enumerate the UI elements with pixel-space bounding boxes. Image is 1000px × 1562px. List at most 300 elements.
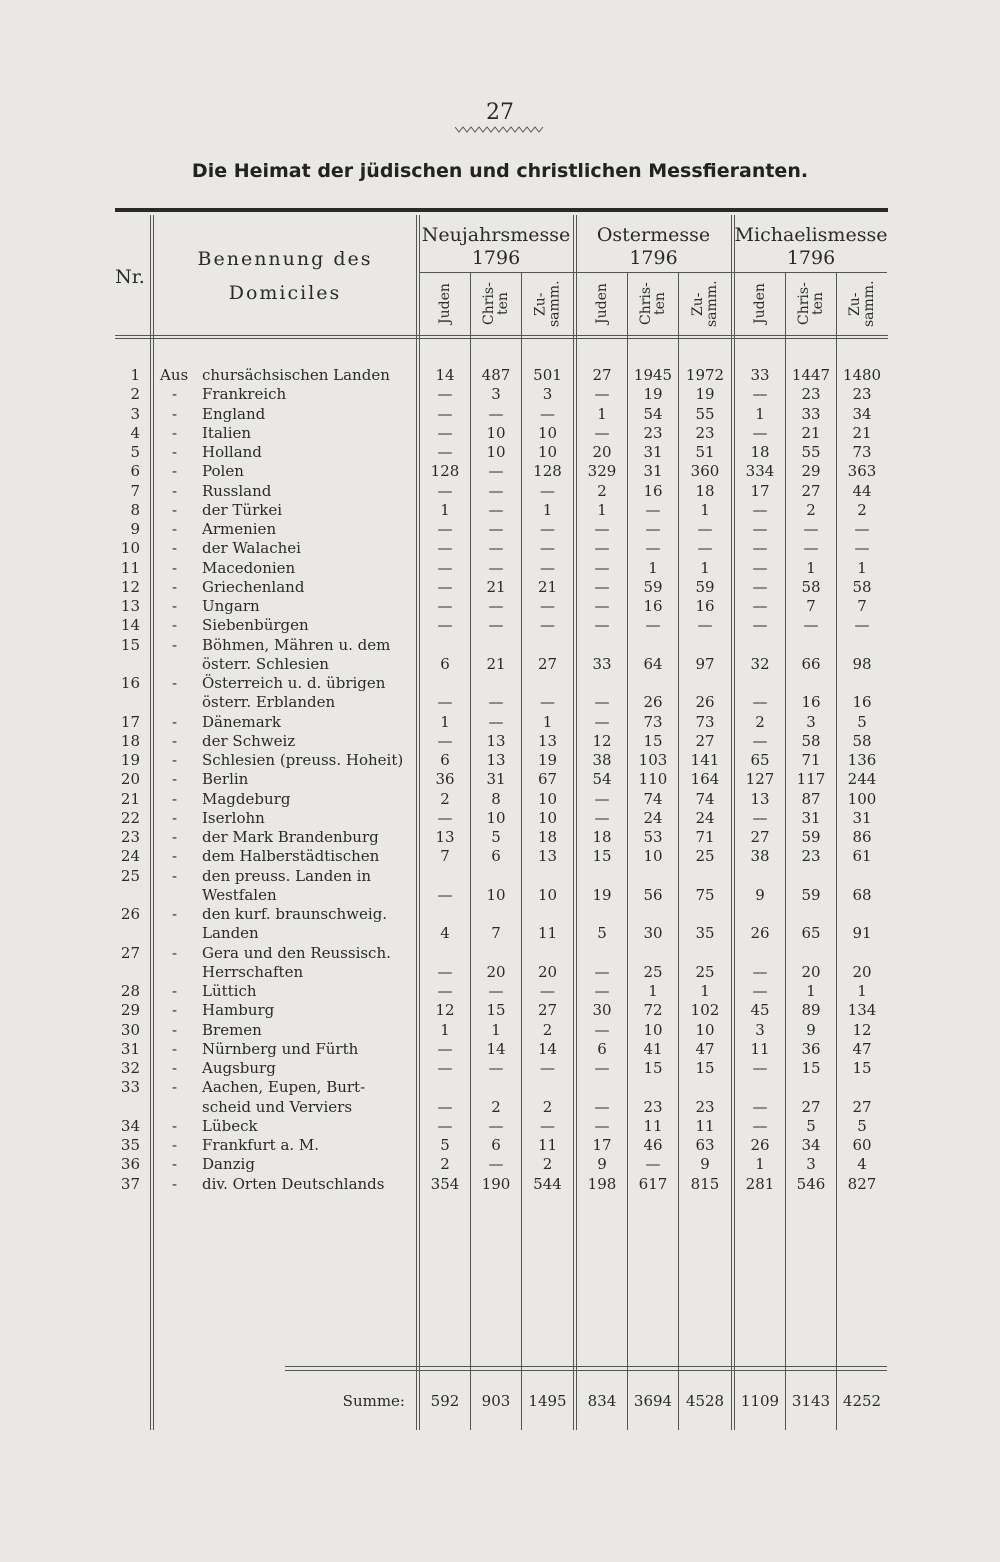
row-number: 2 — [130, 385, 140, 404]
row-value: — — [488, 520, 504, 538]
row-prefix: - — [172, 751, 178, 769]
row-value: — — [437, 404, 453, 423]
row-value: 1972 — [685, 366, 725, 384]
row-domicile: Böhmen, Mähren u. dem — [202, 635, 391, 654]
row-domicile: Holland — [202, 443, 262, 461]
row-value: 1945 — [633, 366, 673, 384]
row-value: — — [594, 712, 610, 731]
row-prefix: - — [172, 1059, 178, 1077]
row-prefix: - — [172, 481, 178, 500]
row-value: 34 — [852, 404, 872, 423]
header-benennung: Benennung des — [197, 248, 373, 270]
row-value: — — [752, 558, 768, 577]
row-value: 6 — [491, 1136, 501, 1154]
row-value: 47 — [695, 1039, 715, 1058]
table-row — [0, 790, 1000, 809]
table-row — [0, 847, 1000, 866]
row-value: 6 — [491, 847, 501, 866]
table-row — [0, 1001, 1000, 1020]
row-value: 617 — [638, 1174, 668, 1193]
row-value: 1 — [597, 404, 607, 423]
row-domicile: der Walachei — [202, 539, 301, 558]
row-value: 16 — [643, 481, 663, 500]
row-prefix: - — [172, 404, 178, 423]
row-value: — — [594, 1059, 610, 1077]
row-prefix: - — [172, 1039, 178, 1058]
row-domicile: der Mark Brandenburg — [202, 828, 379, 846]
row-value: 1 — [542, 712, 553, 731]
table-row — [0, 867, 1000, 886]
row-value: 29 — [801, 462, 821, 481]
row-value: — — [437, 1059, 453, 1077]
row-value: 1 — [700, 982, 710, 1000]
row-value: 25 — [643, 962, 663, 981]
header-nr: Nr. — [115, 266, 145, 288]
row-value: 1 — [700, 500, 710, 519]
row-value: 2 — [440, 1155, 450, 1174]
row-value: 73 — [695, 712, 715, 731]
row-number: 22 — [120, 808, 140, 827]
row-number: 14 — [120, 616, 140, 635]
row-prefix: - — [172, 905, 178, 923]
row-domicile: Ungarn — [202, 597, 260, 615]
row-value: 2 — [542, 1155, 553, 1174]
header-rule — [115, 338, 888, 339]
row-value: 3 — [806, 1155, 816, 1174]
row-value: — — [594, 423, 610, 442]
group-michaelismesse-year: 1796 — [786, 247, 836, 269]
sum-rule — [285, 1366, 887, 1367]
summe-value: 4252 — [842, 1392, 882, 1410]
row-value: 61 — [852, 847, 872, 866]
row-value: — — [752, 808, 768, 827]
row-value: — — [645, 520, 661, 538]
row-value: 59 — [801, 885, 821, 904]
row-domicile: Frankfurt a. M. — [202, 1136, 320, 1154]
row-value: — — [594, 789, 610, 808]
row-value: 55 — [801, 443, 821, 461]
row-value: 58 — [852, 577, 872, 596]
row-value: 38 — [592, 751, 612, 769]
row-number: 35 — [120, 1136, 140, 1154]
sub-christen: Chris-ten — [638, 282, 668, 326]
row-value: 7 — [857, 597, 867, 615]
row-value: 5 — [857, 1116, 867, 1135]
row-value: 134 — [847, 1001, 877, 1020]
header-domiciles: Domiciles — [228, 282, 342, 304]
row-value: 20 — [537, 962, 558, 981]
row-value: 30 — [643, 924, 663, 943]
row-value: — — [437, 731, 453, 750]
row-value: — — [752, 616, 768, 635]
row-value: — — [488, 481, 504, 500]
row-value: 19 — [537, 751, 558, 769]
row-value: — — [540, 404, 555, 423]
row-value: — — [594, 1020, 610, 1039]
row-value: — — [437, 1039, 453, 1058]
row-value: 6 — [597, 1039, 607, 1058]
row-number: 16 — [120, 674, 140, 692]
table-row — [0, 1021, 1000, 1040]
row-value: 16 — [695, 597, 715, 615]
summe-value: 592 — [430, 1392, 460, 1410]
row-value: — — [594, 616, 610, 635]
row-value: 244 — [847, 770, 877, 789]
row-value: — — [437, 577, 453, 596]
row-value: 5 — [597, 924, 607, 943]
row-value: 23 — [643, 423, 663, 442]
row-value: — — [437, 885, 453, 904]
row-value: 36 — [801, 1039, 821, 1058]
row-value: 1 — [597, 500, 607, 519]
row-value: 10 — [643, 847, 663, 866]
row-value: 1 — [755, 404, 765, 423]
row-value: 27 — [750, 828, 770, 846]
row-value: 13 — [486, 731, 506, 750]
row-value: 334 — [745, 462, 775, 481]
row-domicile: Polen — [202, 462, 244, 481]
row-value: — — [437, 558, 453, 577]
row-value: 23 — [801, 847, 821, 866]
row-value: 23 — [695, 423, 715, 442]
row-value: 15 — [643, 1059, 663, 1077]
row-prefix: - — [172, 1136, 178, 1154]
table-row — [0, 482, 1000, 501]
row-value: — — [752, 693, 768, 712]
row-value: — — [752, 1097, 768, 1116]
group-ostermesse-year: 1796 — [629, 247, 678, 269]
row-value: 11 — [537, 924, 558, 943]
row-value: — — [488, 404, 504, 423]
table-row — [0, 713, 1000, 732]
row-value: 117 — [796, 770, 826, 789]
row-domicile: Frankreich — [202, 385, 287, 404]
row-value: 1 — [755, 1155, 765, 1174]
row-value: — — [437, 1116, 453, 1135]
row-prefix: - — [172, 1174, 178, 1193]
row-value: 6 — [440, 654, 450, 673]
row-value: — — [437, 808, 453, 827]
table-row — [0, 366, 1000, 385]
row-value: 21 — [486, 577, 506, 596]
row-value: — — [645, 539, 661, 558]
table-row — [0, 636, 1000, 655]
row-value: 18 — [537, 828, 558, 846]
row-number: 20 — [120, 770, 140, 789]
row-number: 24 — [120, 847, 140, 866]
row-domicile: Danzig — [202, 1155, 255, 1174]
row-value: 15 — [486, 1001, 506, 1020]
row-value: 13 — [486, 751, 506, 769]
row-prefix: - — [172, 1020, 178, 1039]
table-row-cont — [0, 886, 1000, 905]
row-value: — — [488, 982, 504, 1000]
row-value: 13 — [537, 847, 558, 866]
summe-row — [0, 1389, 1000, 1413]
row-value: 190 — [481, 1174, 511, 1193]
row-value: — — [594, 385, 610, 404]
row-value: 25 — [695, 847, 715, 866]
row-value: — — [752, 597, 768, 615]
table-row — [0, 578, 1000, 597]
row-prefix: - — [172, 558, 178, 577]
row-domicile: Lübeck — [202, 1116, 258, 1135]
row-prefix: - — [172, 520, 178, 538]
row-value: — — [488, 558, 504, 577]
row-number: 8 — [130, 500, 140, 519]
row-value: 15 — [801, 1059, 821, 1077]
row-domicile: Berlin — [202, 770, 249, 789]
row-value: 19 — [643, 385, 663, 404]
row-value: 20 — [801, 962, 821, 981]
row-value: 2 — [542, 1020, 553, 1039]
row-value: 34 — [801, 1136, 821, 1154]
row-value: 2 — [806, 500, 816, 519]
summe-value: 3694 — [633, 1392, 673, 1410]
row-value: 10 — [537, 443, 558, 461]
row-value: 6 — [440, 751, 450, 769]
row-domicile-cont: Westfalen — [202, 885, 277, 904]
sub-juden: Juden — [752, 283, 768, 325]
group-michaelismesse-name: Michaelismesse — [734, 224, 888, 246]
table-row — [0, 1175, 1000, 1194]
table-row-cont — [0, 963, 1000, 982]
row-value: 10 — [643, 1020, 663, 1039]
row-value: 14 — [435, 366, 455, 384]
row-value: 15 — [592, 847, 612, 866]
row-value: 23 — [801, 385, 821, 404]
row-prefix: - — [172, 982, 178, 1000]
row-domicile: dem Halberstädtischen — [202, 847, 380, 866]
row-value: 1447 — [791, 366, 831, 384]
row-domicile-cont: österr. Schlesien — [202, 654, 329, 673]
row-value: 67 — [537, 770, 558, 789]
row-value: 75 — [695, 885, 715, 904]
row-prefix: - — [172, 577, 178, 596]
row-prefix: - — [172, 1116, 178, 1135]
row-value: 60 — [852, 1136, 872, 1154]
page-number: 27 — [486, 100, 514, 125]
table-row — [0, 1155, 1000, 1174]
row-value: 51 — [695, 443, 715, 461]
row-value: — — [594, 693, 610, 712]
row-value: 10 — [537, 885, 558, 904]
row-value: — — [540, 558, 555, 577]
row-value: 26 — [750, 924, 770, 943]
row-value: 33 — [801, 404, 821, 423]
row-value: 27 — [852, 1097, 872, 1116]
row-value: — — [594, 982, 610, 1000]
row-prefix: - — [172, 943, 178, 962]
row-value: — — [803, 520, 819, 538]
row-value: — — [594, 1116, 610, 1135]
row-value: 20 — [852, 962, 872, 981]
row-domicile: Bremen — [202, 1020, 262, 1039]
sub-juden: Juden — [437, 283, 453, 325]
row-value: 141 — [690, 751, 720, 769]
row-value: 2 — [857, 500, 867, 519]
row-domicile: Iserlohn — [202, 808, 265, 827]
row-domicile: Lüttich — [202, 982, 257, 1000]
row-value: 36 — [435, 770, 455, 789]
row-value: 3 — [542, 385, 553, 404]
row-value: 11 — [537, 1136, 558, 1154]
table-row — [0, 501, 1000, 520]
row-value: — — [803, 616, 819, 635]
row-value: 58 — [801, 731, 821, 750]
row-domicile-cont: Landen — [202, 924, 259, 943]
row-value: 1 — [700, 558, 710, 577]
row-value: — — [540, 982, 555, 1000]
row-value: 2 — [597, 481, 607, 500]
row-value: 21 — [801, 423, 821, 442]
row-prefix: - — [172, 539, 178, 558]
row-value: 815 — [690, 1174, 720, 1193]
row-value: 21 — [537, 577, 558, 596]
row-value: — — [854, 616, 870, 635]
row-value: 1 — [542, 500, 553, 519]
row-value: — — [540, 597, 555, 615]
row-value: 23 — [643, 1097, 663, 1116]
row-value: 329 — [587, 462, 617, 481]
row-value: 72 — [643, 1001, 663, 1020]
row-value: 363 — [847, 462, 877, 481]
row-value: 3 — [491, 385, 501, 404]
row-value: 5 — [806, 1116, 816, 1135]
row-value: 44 — [852, 481, 872, 500]
summe-value: 1109 — [740, 1392, 780, 1410]
row-prefix: - — [172, 443, 178, 461]
row-value: 41 — [643, 1039, 663, 1058]
row-value: — — [594, 539, 610, 558]
row-value: — — [540, 481, 555, 500]
row-domicile: den kurf. braunschweig. — [202, 905, 388, 923]
row-value: 10 — [695, 1020, 715, 1039]
summe-value: 1495 — [528, 1392, 567, 1410]
table-row — [0, 559, 1000, 578]
row-number: 17 — [120, 712, 140, 731]
row-value: — — [752, 962, 768, 981]
row-value: 128 — [430, 462, 460, 481]
row-value: 1 — [806, 558, 816, 577]
row-value: 546 — [796, 1174, 826, 1193]
row-value: 47 — [852, 1039, 872, 1058]
row-value: 100 — [847, 789, 877, 808]
row-value: — — [437, 481, 453, 500]
row-value: 32 — [750, 654, 770, 673]
row-value: 12 — [592, 731, 612, 750]
row-value: 54 — [643, 404, 663, 423]
row-value: — — [594, 558, 610, 577]
row-value: 20 — [486, 962, 506, 981]
row-value: 10 — [486, 443, 506, 461]
row-value: 23 — [695, 1097, 715, 1116]
row-value: 24 — [643, 808, 663, 827]
row-value: 65 — [750, 751, 770, 769]
row-value: 2 — [755, 712, 765, 731]
table-row — [0, 905, 1000, 924]
row-value: — — [752, 520, 768, 538]
row-value: — — [752, 423, 768, 442]
row-number: 31 — [120, 1039, 140, 1058]
row-domicile: Armenien — [202, 520, 277, 538]
sub-juden: Juden — [594, 283, 610, 325]
row-value: 1480 — [842, 366, 882, 384]
summe-label: Summe: — [342, 1392, 405, 1410]
row-value: 27 — [592, 366, 612, 384]
summe-value: 903 — [481, 1392, 511, 1410]
row-value: 1 — [440, 1020, 450, 1039]
row-domicile: den preuss. Landen in — [202, 866, 372, 885]
row-value: — — [540, 616, 555, 635]
table-row — [0, 462, 1000, 481]
row-value: — — [540, 539, 555, 558]
row-prefix: - — [172, 616, 178, 635]
row-value: — — [540, 693, 555, 712]
group-rule — [419, 272, 887, 273]
row-value: 33 — [592, 654, 612, 673]
row-value: 91 — [852, 924, 872, 943]
row-value: 15 — [643, 731, 663, 750]
table-row — [0, 443, 1000, 462]
row-value: 59 — [801, 828, 821, 846]
row-value: 12 — [435, 1001, 455, 1020]
row-number: 7 — [130, 481, 140, 500]
row-domicile: Siebenbürgen — [202, 616, 309, 635]
sum-rule — [285, 1370, 887, 1371]
row-number: 3 — [130, 404, 140, 423]
row-value: 17 — [750, 481, 770, 500]
row-number: 21 — [120, 789, 140, 808]
row-number: 33 — [120, 1078, 140, 1097]
table-row — [0, 732, 1000, 751]
row-value: — — [437, 962, 453, 981]
row-value: — — [594, 808, 610, 827]
row-value: — — [437, 423, 453, 442]
row-value: — — [752, 1116, 768, 1135]
row-value: — — [752, 539, 768, 558]
row-value: 66 — [801, 654, 821, 673]
row-value: 9 — [755, 885, 765, 904]
row-value: 1 — [806, 982, 816, 1000]
row-domicile: Aachen, Eupen, Burt- — [202, 1078, 366, 1097]
row-value: — — [540, 1116, 555, 1135]
table-row — [0, 597, 1000, 616]
row-value: 27 — [801, 481, 821, 500]
row-value: 30 — [592, 1001, 612, 1020]
row-number: 25 — [120, 866, 140, 885]
row-value: — — [803, 539, 819, 558]
row-domicile: Magdeburg — [202, 789, 291, 808]
sub-zusamm: Zu-samm. — [847, 280, 877, 328]
row-domicile: div. Orten Deutschlands — [202, 1174, 385, 1193]
row-value: 7 — [491, 924, 501, 943]
row-value: 15 — [852, 1059, 872, 1077]
row-domicile: der Türkei — [202, 500, 283, 519]
row-value: 19 — [592, 885, 612, 904]
row-value: 9 — [700, 1155, 710, 1174]
row-prefix: - — [172, 731, 178, 750]
row-value: 21 — [486, 654, 506, 673]
row-number: 30 — [120, 1020, 140, 1039]
row-value: — — [488, 500, 504, 519]
row-prefix: - — [172, 866, 178, 885]
row-value: — — [488, 1059, 504, 1077]
sub-christen: Chris-ten — [796, 282, 826, 326]
row-value: 86 — [852, 828, 872, 846]
row-value: 136 — [847, 751, 877, 769]
row-value: 26 — [750, 1136, 770, 1154]
